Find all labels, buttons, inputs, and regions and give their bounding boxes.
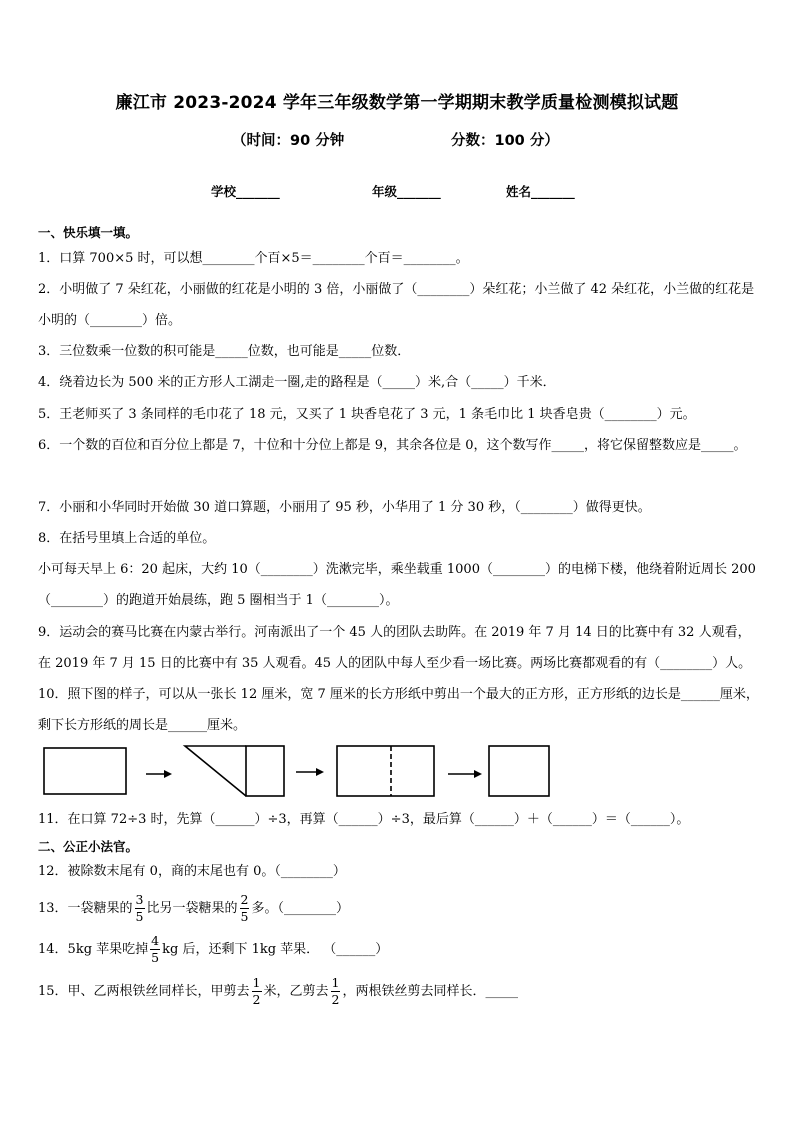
question-1: 1．口算 700×5 时，可以想________个百×5＝________个百＝________。 xyxy=(38,251,469,266)
question-10: 10．照下图的样子，可以从一张长 12 厘米，宽 7 厘米的长方形纸中剪出一个最大的正方形，正方形纸的边长是______厘米，剩下长方形纸的周长是______厘米。 xyxy=(38,687,759,733)
grade-field[interactable]: 年级_______ xyxy=(372,184,441,199)
q13-text-b: 比另一袋糖果的 xyxy=(146,901,238,916)
question-12: 12．被除数末尾有 0，商的末尾也有 0。（________） xyxy=(38,864,346,879)
fraction: $\frac{1}{2}$ xyxy=(252,975,261,1007)
square-result xyxy=(489,746,549,796)
question-7: 7．小丽和小华同时开始做 30 道口算题，小丽用了 95 秒，小华用了 1 分 30 秒，（________）做得更快。 xyxy=(38,500,651,515)
q15-text-b: 米，乙剪去 xyxy=(263,984,329,999)
question-5: 5．王老师买了 3 条同样的毛巾花了 18 元，又买了 1 块香皂花了 3 元，1 条毛巾比 1 块香皂贵（________）元。 xyxy=(38,407,696,422)
fraction: $\frac{3}{5}$ xyxy=(135,892,144,924)
arrow-icon xyxy=(296,768,324,776)
original-rectangle xyxy=(44,748,126,794)
question-11: 11．在口算 72÷3 时，先算（______）÷3，再算（______）÷3，最后算（______）＋（______）＝（______）。 xyxy=(38,812,690,827)
fraction: $\frac{4}{5}$ xyxy=(151,933,160,965)
q15-text-c: ，两根铁丝剪去同样长．_____ xyxy=(342,984,518,999)
folded-paper xyxy=(185,746,284,796)
question-2: 2．小明做了 7 朵红花，小丽做的红花是小明的 3 倍，小丽做了（________）朵红花；小兰做了 42 朵红花，小兰做的红花是小明的（________）倍。 xyxy=(38,282,755,328)
cutting-diagram xyxy=(38,742,558,800)
q14-text-a: 14．5kg 苹果吃掉 xyxy=(38,942,149,957)
section-judge: 二、公正小法官。 xyxy=(38,839,139,854)
exam-time: （时间：90 分钟 xyxy=(232,133,345,149)
fraction: $\frac{1}{2}$ xyxy=(331,975,340,1007)
name-field[interactable]: 姓名_______ xyxy=(506,184,575,199)
question-15 xyxy=(38,976,760,1007)
question-14 xyxy=(38,934,760,965)
exam-score: 分数：100 分） xyxy=(451,133,559,149)
question-6: 6．一个数的百位和百分位上都是 7，十位和十分位上都是 9，其余各位是 0，这个数写作_____，将它保留整数应是_____。 xyxy=(38,438,747,453)
q13-text-c: 多。（________） xyxy=(251,901,349,916)
arrow-icon xyxy=(146,770,172,778)
question-4: 4．绕着边长为 500 米的正方形人工湖走一圈,走的路程是（_____）米,合（_____）千米． xyxy=(38,375,556,390)
unfolded-rectangle xyxy=(337,746,434,796)
q13-text-a: 13．一袋糖果的 xyxy=(38,901,133,916)
arrow-icon xyxy=(448,770,482,778)
page-title: 廉江市 2023-2024 学年三年级数学第一学期期末教学质量检测模拟试题 xyxy=(115,93,679,113)
fraction: $\frac{2}{5}$ xyxy=(240,892,249,924)
school-field[interactable]: 学校_______ xyxy=(211,184,280,199)
question-3: 3．三位数乘一位数的积可能是_____位数，也可能是_____位数． xyxy=(38,344,411,359)
question-9: 9．运动会的赛马比赛在内蒙古举行。河南派出了一个 45 人的团队去助阵。在 2019 年 7 月 14 日的比赛中有 32 人观看，在 2019 年 7 月 15 日的比赛中有 35 人观看。45 人的团队中每人至少看一场比赛。两场比赛都观看的有（________）人。 xyxy=(38,625,752,671)
q15-text-a: 15．甲、乙两根铁丝同样长，甲剪去 xyxy=(38,984,250,999)
question-8-title: 8．在括号里填上合适的单位。 xyxy=(38,531,216,546)
question-8-body: 小可每天早上 6：20 起床，大约 10（________）洗漱完毕，乘坐载重 1000（________）的电梯下楼，他绕着附近周长 200（________）的跑道开始晨练，跑 5 圈相当于 1（________）。 xyxy=(38,562,756,608)
q14-text-b: kg 后，还剩下 1kg 苹果． （______） xyxy=(162,942,389,957)
section-fill-in: 一、快乐填一填。 xyxy=(38,225,139,240)
question-13 xyxy=(38,893,760,924)
